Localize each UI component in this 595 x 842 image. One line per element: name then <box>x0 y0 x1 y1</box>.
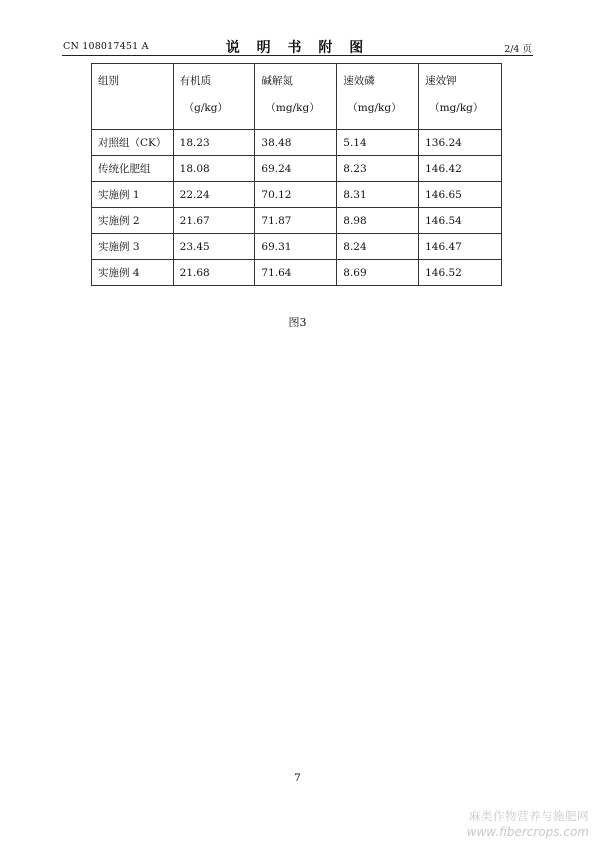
table-cell: 136.24 <box>419 130 502 156</box>
table-cell: 38.48 <box>255 130 337 156</box>
table-cell: 146.42 <box>419 156 502 182</box>
table-cell: 21.67 <box>173 208 255 234</box>
table-cell: 21.68 <box>173 260 255 286</box>
header-unit: （g/kg） <box>183 102 228 114</box>
header-label: 速效钾 <box>425 75 457 87</box>
patent-number: CN 108017451 A <box>63 41 149 52</box>
table-cell: 实施例 3 <box>92 234 174 260</box>
table-cell: 18.08 <box>173 156 255 182</box>
header-cell <box>255 64 337 130</box>
header-divider <box>62 55 533 56</box>
page-header <box>63 37 532 57</box>
header-label: 组别 <box>98 75 119 87</box>
table-cell: 69.31 <box>255 234 337 260</box>
table-cell: 8.98 <box>337 208 419 234</box>
header-unit: （mg/kg） <box>347 102 402 114</box>
watermark <box>429 808 589 839</box>
table-row <box>92 234 502 260</box>
table-cell: 146.47 <box>419 234 502 260</box>
page-count: 2/4 页 <box>504 44 532 55</box>
table-cell: 22.24 <box>173 182 255 208</box>
table-row <box>92 182 502 208</box>
table-cell: 5.14 <box>337 130 419 156</box>
table-cell: 69.24 <box>255 156 337 182</box>
table-cell: 实施例 1 <box>92 182 174 208</box>
figure-caption: 图3 <box>288 316 307 329</box>
table-header-row <box>92 64 502 130</box>
header-cell <box>173 64 255 130</box>
table-cell: 8.24 <box>337 234 419 260</box>
header-label: 速效磷 <box>343 75 375 87</box>
table-row <box>92 208 502 234</box>
table-cell: 146.52 <box>419 260 502 286</box>
soil-nutrient-table <box>91 63 502 286</box>
header-cell <box>337 64 419 130</box>
header-unit: （mg/kg） <box>265 102 320 114</box>
watermark-url: www.fibercrops.com <box>466 825 589 839</box>
table-cell: 18.23 <box>173 130 255 156</box>
header-label: 碱解氮 <box>261 75 293 87</box>
page-number: 7 <box>294 772 301 784</box>
table-row <box>92 130 502 156</box>
header-cell <box>92 64 174 130</box>
header-cell <box>419 64 502 130</box>
header-label: 有机质 <box>179 75 212 87</box>
table-cell: 71.87 <box>255 208 337 234</box>
watermark-site-name: 麻类作物营养与施肥网 <box>469 809 589 823</box>
table-cell: 146.65 <box>419 182 502 208</box>
table-cell: 8.23 <box>337 156 419 182</box>
table-cell: 8.69 <box>337 260 419 286</box>
table-cell: 23.45 <box>173 234 255 260</box>
table-cell: 70.12 <box>255 182 337 208</box>
table-cell: 实施例 4 <box>92 260 174 286</box>
section-title: 说 明 书 附 图 <box>225 40 370 56</box>
table-row <box>92 156 502 182</box>
table-cell: 8.31 <box>337 182 419 208</box>
table-row <box>92 260 502 286</box>
table-cell: 146.54 <box>419 208 502 234</box>
table-cell: 71.64 <box>255 260 337 286</box>
header-unit: （mg/kg） <box>429 102 484 114</box>
table-cell: 对照组（CK） <box>92 130 174 156</box>
table-cell: 传统化肥组 <box>92 156 174 182</box>
table-cell: 实施例 2 <box>92 208 174 234</box>
